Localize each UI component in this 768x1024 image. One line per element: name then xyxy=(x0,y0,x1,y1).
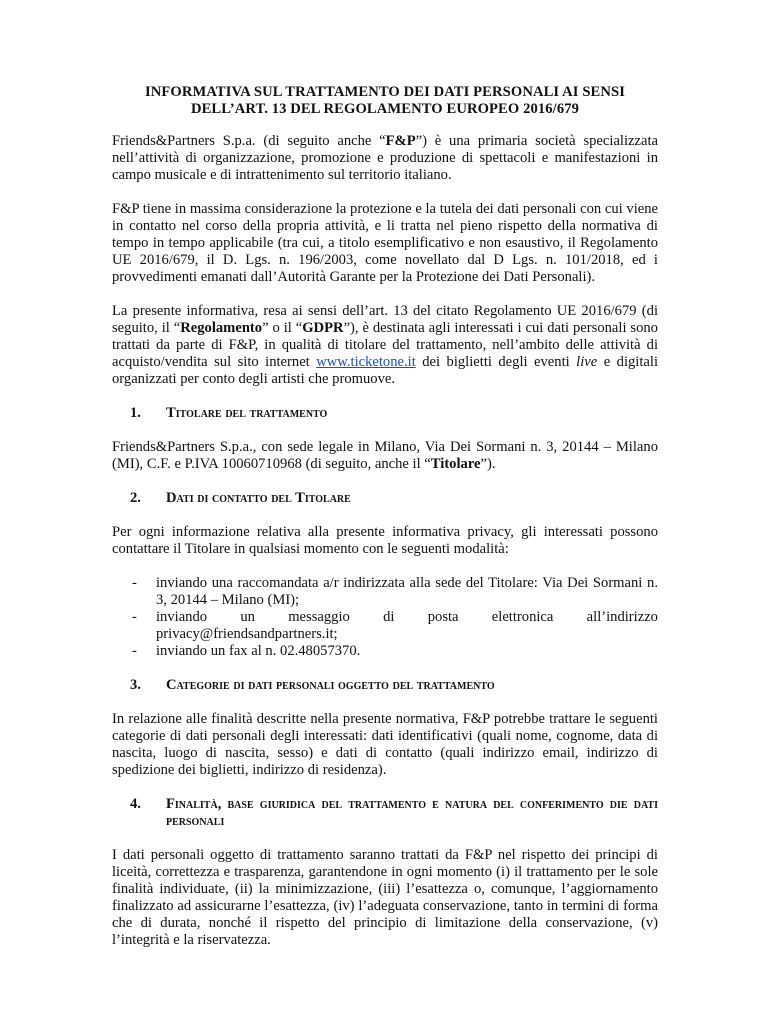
section-2-body: Per ogni informazione relativa alla presente informativa privacy, gli interessati possono contattare il Titolare in qualsiasi momento con le seguenti modalità: xyxy=(112,524,658,557)
section-1-heading xyxy=(112,405,658,422)
list-item xyxy=(112,609,658,643)
text-run: e digitali organizzati per conto degli artisti che promuove. xyxy=(112,354,659,387)
section-3-body: In relazione alle finalità descritte nella presente normativa, F&P potrebbe trattare le seguenti categorie di dati personali degli interessati: dati identificativi (quali nome, cognome, data di nascita, luogo di nascita, sesso) e dati di contatto (quali indirizzo email, indirizzo di spedizione dei biglietti, indirizzo di residenza). xyxy=(112,711,658,778)
section-2-heading xyxy=(112,490,658,507)
text-run: ”), è destinata agli interessati i cui dati personali sono trattati da parte di F&P, in qualità di titolare del trattamento, nell’ambito delle attività di acquisto/vendita sul sito internet xyxy=(112,320,658,370)
list-item xyxy=(112,575,658,609)
section-title: Categorie di dati personali oggetto del trattamento xyxy=(166,677,495,693)
section-number: 2. xyxy=(130,490,141,506)
section-title: Titolare del trattamento xyxy=(166,405,328,421)
contact-methods-list xyxy=(112,575,658,660)
word: posta xyxy=(427,609,459,625)
section-1-body xyxy=(112,439,658,473)
intro-paragraph-3 xyxy=(112,303,658,388)
text-run: Friends&Partners S.p.a. (di seguito anche “ xyxy=(112,133,386,149)
word: inviando xyxy=(156,609,208,625)
intro-paragraph-1 xyxy=(112,133,658,184)
fp-term: F&P xyxy=(385,133,416,149)
word: elettronica xyxy=(491,609,554,625)
title-line-2: DELL’ART. 13 DEL REGOLAMENTO EUROPEO 2016/679 xyxy=(190,101,580,117)
title-line-1: INFORMATIVA SUL TRATTAMENTO DEI DATI PERSONALI AI SENSI xyxy=(144,84,626,100)
section-number: 3. xyxy=(130,677,141,693)
section-title: Dati di contatto del Titolare xyxy=(166,490,351,506)
ticketone-link[interactable]: www.ticketone.it xyxy=(316,354,416,370)
email-address: privacy@friendsandpartners.it; xyxy=(156,626,338,642)
document-title xyxy=(112,84,658,118)
section-title: Finalità, base giuridica del trattamento e natura del conferimento die dati personali xyxy=(166,796,658,829)
section-3-heading xyxy=(112,677,658,694)
text-run: ” o il “ xyxy=(262,320,303,336)
word: un xyxy=(240,609,255,625)
section-4-body: I dati personali oggetto di trattamento saranno trattati da F&P nel rispetto dei principi di liceità, correttezza e trasparenza, garantendone in ogni momento (i) il trattamento per le sole finalità individuate, (ii) la minimizzazione, (iii) l’esattezza o, comunque, l’aggiornamento finalizzato ad assicurarne l’esattezza, (iv) l’adeguata conservazione, tanto in termini di forma che di durata, nonché il rispetto del principio di limitazione della conservazione, (v) l’integrità e la riservatezza. xyxy=(112,847,658,948)
section-4-heading xyxy=(112,796,658,830)
live-term: live xyxy=(576,354,598,370)
word: di xyxy=(383,609,395,625)
dash-marker: - xyxy=(132,643,137,659)
dash-marker: - xyxy=(132,609,137,625)
text-run: ”). xyxy=(480,456,496,472)
regolamento-term: Regolamento xyxy=(180,320,263,336)
dash-marker: - xyxy=(132,575,137,591)
word: messaggio xyxy=(288,609,350,625)
list-item-text: inviando un fax al n. 02.48057370. xyxy=(156,643,361,659)
list-item xyxy=(112,643,658,660)
list-item-text: inviando una raccomandata a/r indirizzata alla sede del Titolare: Via Dei Sormani n. 3, 20144 – Milano (MI); xyxy=(156,575,658,608)
text-run: La presente informativa, resa ai sensi dell’art. 13 del citato Regolamento UE 2016/679 (di seguito, il “ xyxy=(112,303,658,336)
intro-paragraph-2: F&P tiene in massima considerazione la protezione e la tutela dei dati personali con cui viene in contatto nel corso della propria attività, e li tratta nel pieno rispetto della normativa di tempo in tempo applicabile (tra cui, a titolo esemplificativo e non esaustivo, il Regolamento UE 2016/679, il D. Lgs. n. 196/2003, come novellato dal D Lgs. n. 101/2018, ed i provvedimenti emanati dall’Autorità Garante per la Protezione dei Dati Personali). xyxy=(112,201,658,285)
text-run: ”) è una primaria società specializzata nell’attività di organizzazione, promozione e produzione di spettacoli e manifestazioni in campo musicale e di intrattenimento sul territorio italiano. xyxy=(112,133,658,183)
section-number: 4. xyxy=(130,796,141,812)
text-run: dei biglietti degli eventi xyxy=(415,354,577,370)
word: all’indirizzo xyxy=(586,609,658,625)
text-run: Friends&Partners S.p.a., con sede legale in Milano, Via Dei Sormani n. 3, 20144 – Milano (MI), C.F. e P.IVA 10060710968 (di seguito, anche il “ xyxy=(112,439,658,472)
titolare-term: Titolare xyxy=(430,456,481,472)
spread-line xyxy=(156,609,658,626)
section-number: 1. xyxy=(130,405,141,421)
list-item-text xyxy=(156,609,658,643)
gdpr-term: GDPR xyxy=(302,320,344,336)
